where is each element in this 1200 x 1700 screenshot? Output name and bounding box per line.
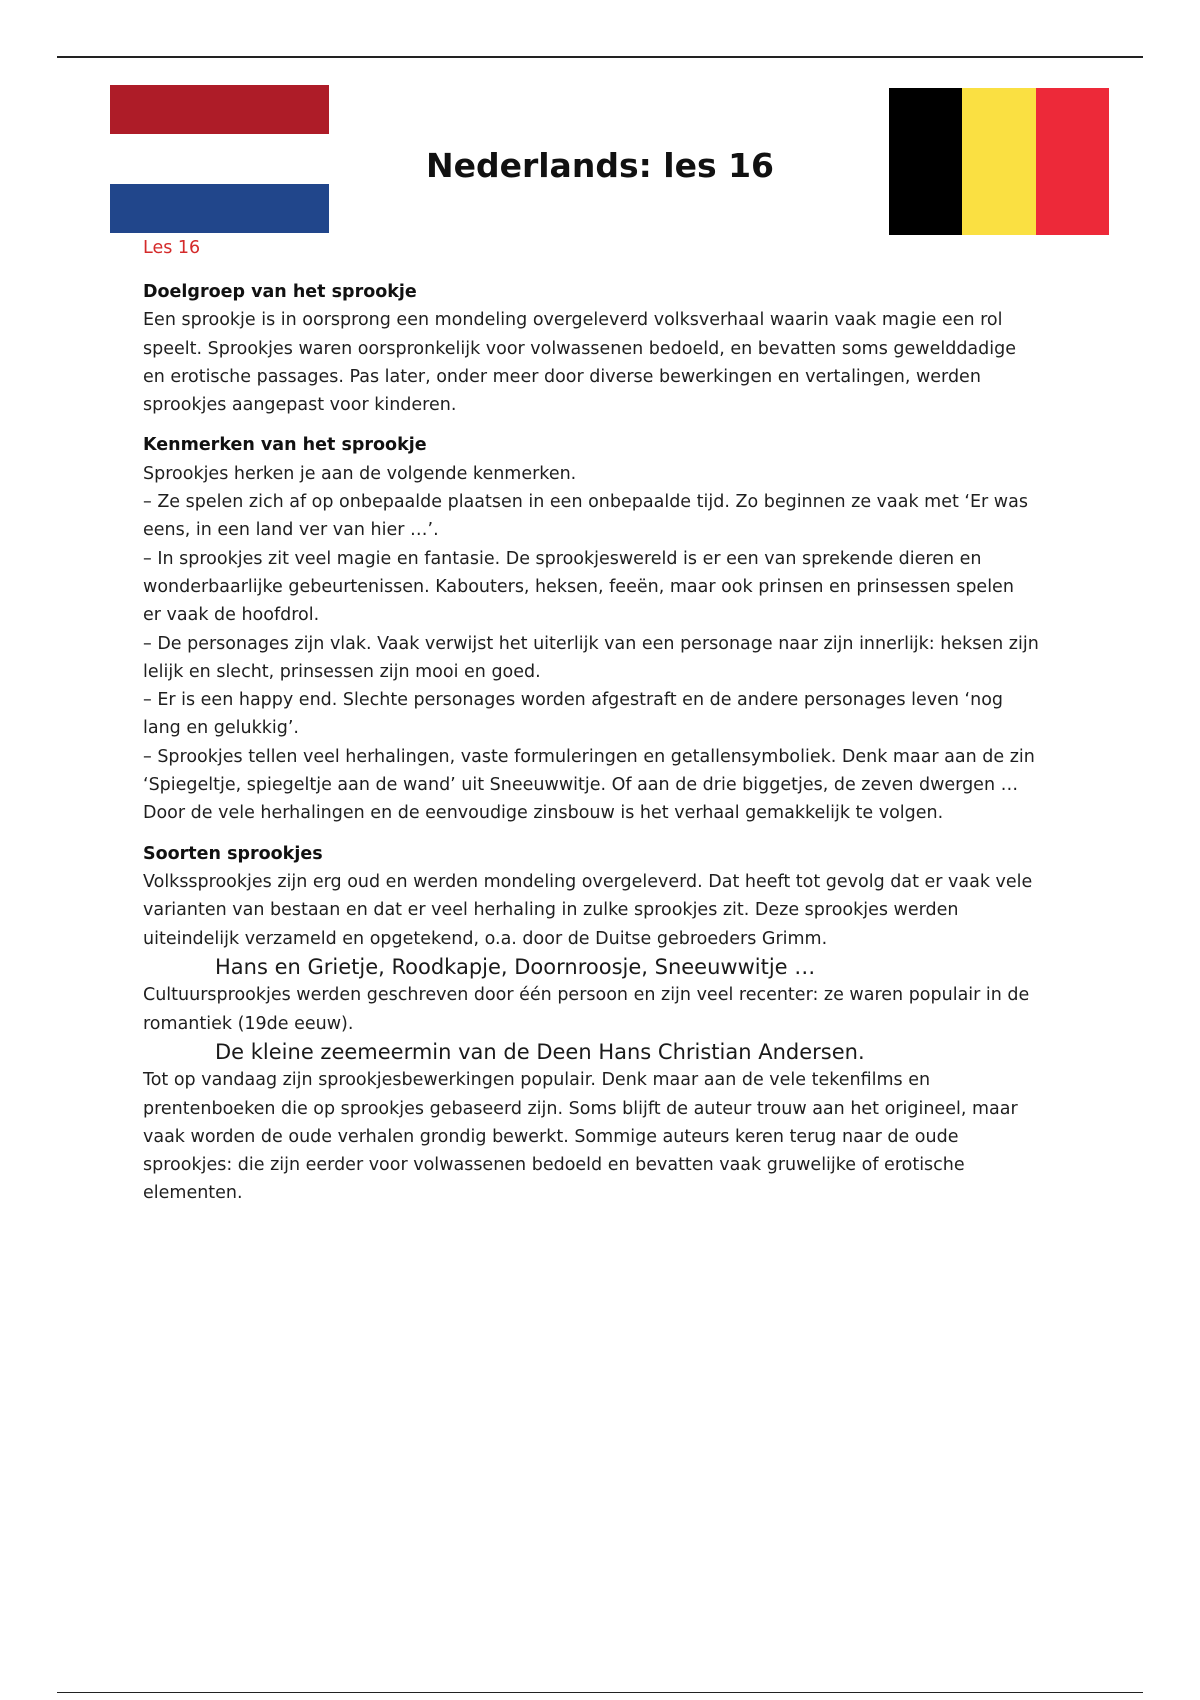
section-doelgroep [143,278,1068,419]
top-divider [57,56,1143,58]
dutch-flag-white-band [110,134,329,184]
paragraph-line: uiteindelijk verzameld en opgetekend, o.a. door de Duitse gebroeders Grimm. [143,928,828,949]
dutch-flag-image [110,85,329,233]
paragraph-line: sprookjes aangepast voor kinderen. [143,395,457,416]
paragraph-line: en erotische passages. Pas later, onder meer door diverse bewerkingen en vertalingen, werden [143,366,981,387]
paragraph-line: lang en gelukkig’. [143,718,299,739]
paragraph-line: varianten van bestaan en dat er veel herhaling in zulke sprookjes zit. Deze sprookjes werden [143,900,959,921]
page-title: Nederlands: les 16 [425,146,775,185]
paragraph-line: – Ze spelen zich af op onbepaalde plaatsen in een onbepaalde tijd. Zo beginnen ze vaak met ‘Er was [143,492,1028,513]
paragraph-line: vaak worden de oude verhalen grondig bewerkt. Sommige auteurs keren terug naar de oude [143,1126,959,1147]
belgian-flag-yellow-band [962,88,1035,235]
section-soorten [143,840,1068,1208]
lesson-label: Les 16 [143,238,201,258]
belgian-flag-image [889,88,1109,235]
paragraph-line: romantiek (19de eeuw). [143,1013,354,1034]
paragraph-lines [143,306,1068,419]
section-heading: Soorten sprookjes [143,843,323,864]
paragraph-line: elementen. [143,1183,243,1204]
paragraph-line: speelt. Sprookjes waren oorspronkelijk voor volwassenen bedoeld, en bevatten soms gewelddadige [143,338,1016,359]
paragraph-line: – De personages zijn vlak. Vaak verwijst het uiterlijk van een personage naar zijn innerlijk: heksen zijn [143,633,1039,654]
dutch-flag-red-band [110,85,329,134]
document-body [143,234,1068,1220]
paragraph-line: Volkssprookjes zijn erg oud en werden mondeling overgeleverd. Dat heeft tot gevolg dat er vaak vele [143,871,1033,892]
paragraph-lines [143,981,1068,1038]
paragraph-line: sprookjes: die zijn eerder voor volwassenen bedoeld en bevatten vaak gruwelijke of erotische [143,1155,965,1176]
paragraph-line: prentenboeken die op sprookjes gebaseerd zijn. Soms blijft de auteur trouw aan het origineel, maar [143,1098,1018,1119]
paragraph-line: – Er is een happy end. Slechte personages worden afgestraft en de andere personages leven ‘nog [143,690,1004,711]
paragraph-line: Tot op vandaag zijn sprookjesbewerkingen populair. Denk maar aan de vele tekenfilms en [143,1070,931,1091]
paragraph-line: Sprookjes herken je aan de volgende kenmerken. [143,463,577,484]
bottom-divider [57,1692,1143,1693]
section-kenmerken [143,431,1068,827]
example-cultuursprookjes: De kleine zeemeermin van de Deen Hans Christian Andersen. [215,1039,865,1064]
section-heading: Doelgroep van het sprookje [143,282,417,302]
paragraph-line: wonderbaarlijke gebeurtenissen. Kabouters, heksen, feeën, maar ook prinsen en prinsessen spelen [143,576,1014,597]
belgian-flag-red-band [1036,88,1109,235]
belgian-flag-black-band [889,88,962,235]
paragraph-line: ‘Spiegeltje, spiegeltje aan de wand’ uit Sneeuwwitje. Of aan de drie biggetjes, de zeven dwergen … [143,775,1019,796]
paragraph-line: Een sprookje is in oorsprong een mondeling overgeleverd volksverhaal waarin vaak magie een rol [143,310,1003,331]
paragraph-line: – Sprookjes tellen veel herhalingen, vaste formuleringen en getallensymboliek. Denk maar aan de zin [143,746,1035,767]
paragraph-lines [143,1066,1068,1207]
paragraph-line: er vaak de hoofdrol. [143,605,320,626]
section-heading: Kenmerken van het sprookje [143,435,427,456]
paragraph-line: Door de vele herhalingen en de eenvoudige zinsbouw is het verhaal gemakkelijk te volgen. [143,803,944,824]
dutch-flag-blue-band [110,184,329,233]
paragraph-lines [143,460,1068,828]
paragraph-lines [143,868,1068,953]
paragraph-line: lelijk en slecht, prinsessen zijn mooi en goed. [143,661,541,682]
paragraph-line: – In sprookjes zit veel magie en fantasie. De sprookjeswereld is er een van sprekende dieren en [143,548,982,569]
paragraph-line: eens, in een land ver van hier …’. [143,520,439,541]
paragraph-line: Cultuursprookjes werden geschreven door één persoon en zijn veel recenter: ze waren populair in de [143,985,1030,1006]
example-volkssprookjes: Hans en Grietje, Roodkapje, Doornroosje, Sneeuwwitje … [215,954,816,979]
